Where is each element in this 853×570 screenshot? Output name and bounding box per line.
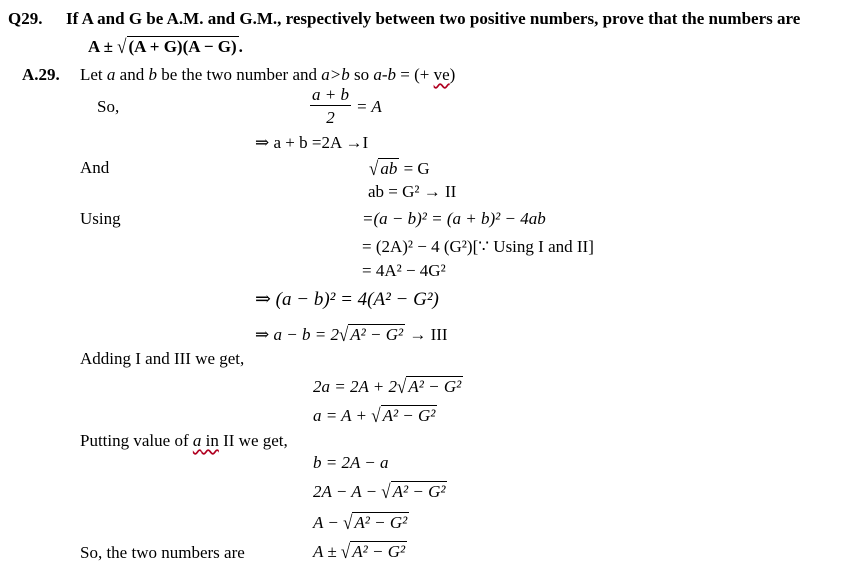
equation-8-suffix: → III [405,325,448,344]
intro-text: ) [449,65,456,84]
intro-text: = (+ [396,65,434,84]
equation-8 [255,323,448,346]
equation-12-prefix: 2A − A − [313,482,382,501]
equation-2-radicand: ab [380,159,398,178]
equation-14-radicand: A² − G² [352,542,406,561]
sqrt-symbol: √ A² − G² [340,540,406,563]
label-adding: Adding I and III we get, [80,349,245,368]
intro-text: so [349,65,374,84]
equation-14-prefix: A ± [313,542,341,561]
equation-2-rhs: = G [399,159,430,178]
intro-var-a: a [106,65,116,84]
putting-var: a [192,431,202,450]
question-result-suffix: . [238,37,243,56]
fraction-numerator: a + b [312,85,349,104]
equation-4: =(a − b)² = (a + b)² − 4ab [362,209,546,228]
equation-5: = (2A)² − 4 (G²)[∵ Using I and II] [362,237,594,256]
intro-var-b: b [148,65,157,84]
intro-difference: a-b [373,65,397,84]
fraction-denominator: 2 [326,108,335,127]
equation-13-radicand: A² − G² [354,513,408,532]
question-text: If A and G be A.M. and G.M., respectively between two positive numbers, prove that the numbers are [66,9,801,28]
equation-12-radicand: A² − G² [392,482,446,501]
sqrt-symbol: √ A² − G² [338,323,404,346]
equation-12 [313,480,447,503]
sqrt-symbol: √ (A + G)(A − G) [117,35,237,58]
intro-text: Let [80,65,107,84]
sqrt-symbol: √ A² − G² [381,480,446,503]
sqrt-symbol: √ A² − G² [371,404,436,427]
putting-in: in [201,431,219,450]
sqrt-symbol: √ A² − G² [397,375,462,398]
fraction [310,86,351,126]
equation-14 [313,540,407,563]
intro-text: be the two number and [156,65,322,84]
equation-10 [313,404,437,427]
sqrt-symbol: √ ab [369,157,398,180]
equation-2 [369,157,430,180]
equation-10-radicand: A² − G² [382,406,436,425]
fraction-rhs: = A [356,97,382,116]
label-using: Using [80,209,121,228]
label-and: And [80,158,110,177]
putting-text: Putting value of [80,431,193,450]
putting-text: II we get, [218,431,288,450]
equation-3: ab = G² → II [368,182,457,201]
equation-13-prefix: A − [313,513,344,532]
equation-11: b = 2A − a [313,453,389,472]
equation-8-prefix: ⇒ a − b = 2 [255,325,339,344]
label-putting [80,432,288,449]
label-conclusion: So, the two numbers are [80,543,245,562]
label-so: So, [97,97,120,116]
equation-6: = 4A² − 4G² [362,261,446,280]
question-result [88,35,243,58]
intro-ve: ve [433,65,450,84]
answer-number: A.29. [22,65,60,84]
equation-13 [313,511,409,534]
question-result-prefix: A ± [88,37,118,56]
equation-10-prefix: a = A + [313,406,372,425]
question-number: Q29. [8,9,43,28]
intro-condition: a>b [321,65,350,84]
intro-text: and [115,65,149,84]
equation-9-prefix: 2a = 2A + 2 [313,377,398,396]
answer-intro [80,66,455,83]
equation-1: ⇒ a + b =2A →I [255,133,369,152]
equation-9 [313,375,463,398]
equation-9-radicand: A² − G² [408,377,462,396]
question-result-radicand: (A + G)(A − G) [128,37,237,56]
sqrt-symbol: √ A² − G² [343,511,408,534]
equation-8-radicand: A² − G² [350,325,404,344]
equation-7: ⇒ (a − b)² = 4(A² − G²) [255,289,439,310]
